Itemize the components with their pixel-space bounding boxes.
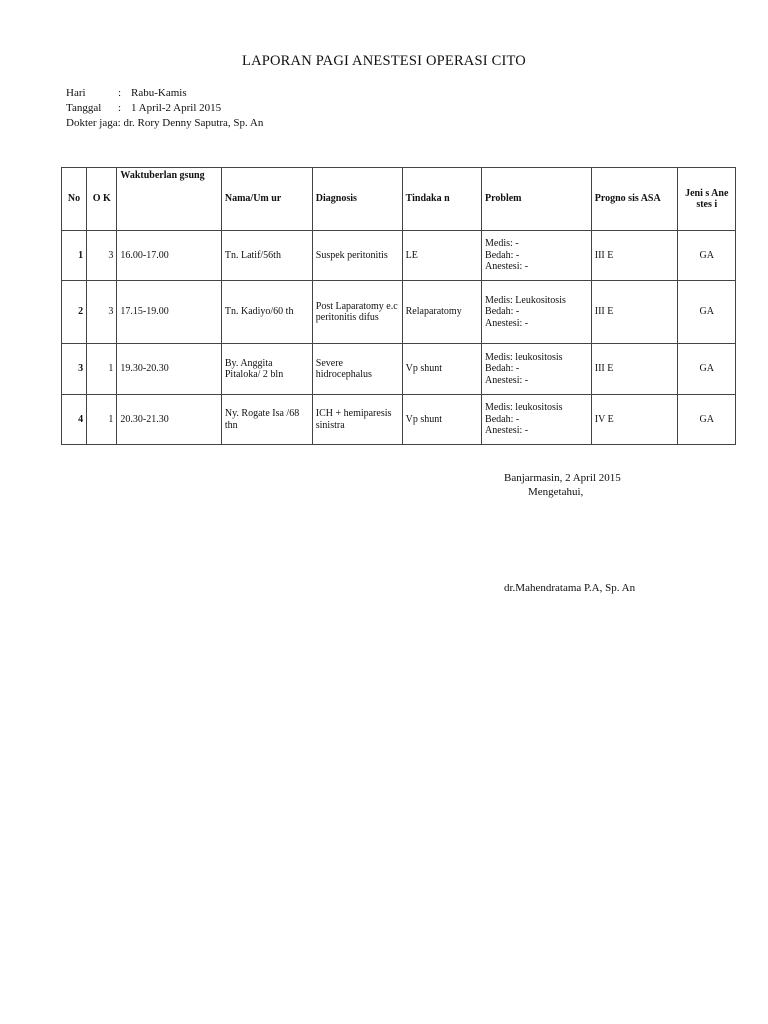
cell-no: 4 bbox=[62, 395, 87, 445]
acknowledged-label: Mengetahui, bbox=[528, 486, 584, 498]
header-tindakan: Tindaka n bbox=[402, 168, 481, 231]
cell-diagnosis: Post Laparatomy e.c peritonitis difus bbox=[312, 281, 402, 344]
cell-tindakan: LE bbox=[402, 231, 481, 281]
header-waktu: Waktuberlan gsung bbox=[117, 168, 221, 231]
problem-bedah: Bedah: - bbox=[485, 249, 520, 261]
cell-asa: IV E bbox=[591, 395, 678, 445]
cell-no: 2 bbox=[62, 281, 87, 344]
signer-name: dr.Mahendratama P.A, Sp. An bbox=[504, 582, 636, 594]
problem-bedah: Bedah: - bbox=[485, 363, 520, 375]
header-jenis: Jeni s Ane stes i bbox=[678, 168, 736, 231]
table-row bbox=[62, 281, 736, 344]
cell-nama: Ny. Rogate Isa /68 thn bbox=[221, 395, 312, 445]
cell-problem bbox=[482, 344, 592, 395]
cell-nama: Tn. Latif/56th bbox=[221, 231, 312, 281]
cell-waktu: 20.30-21.30 bbox=[117, 395, 221, 445]
table-row bbox=[62, 231, 736, 281]
cell-jenis: GA bbox=[678, 231, 736, 281]
cell-tindakan: Relaparatomy bbox=[402, 281, 481, 344]
info-value: dr. Rory Denny Saputra, Sp. An bbox=[123, 117, 264, 129]
cell-ok: 3 bbox=[87, 281, 117, 344]
cell-ok: 3 bbox=[87, 231, 117, 281]
cell-diagnosis: ICH + hemiparesis sinistra bbox=[312, 395, 402, 445]
cell-waktu: 16.00-17.00 bbox=[117, 231, 221, 281]
header-no: No bbox=[62, 168, 87, 231]
cell-tindakan: Vp shunt bbox=[402, 395, 481, 445]
cell-nama: By. Anggita Pitaloka/ 2 bln bbox=[221, 344, 312, 395]
cell-problem bbox=[482, 395, 592, 445]
cell-waktu: 17.15-19.00 bbox=[117, 281, 221, 344]
cell-asa: III E bbox=[591, 281, 678, 344]
cell-ok: 1 bbox=[87, 395, 117, 445]
info-separator: : bbox=[118, 102, 122, 114]
cell-tindakan: Vp shunt bbox=[402, 344, 481, 395]
problem-anestesi: Anestesi: - bbox=[485, 261, 529, 273]
cell-diagnosis: Severe hidrocephalus bbox=[312, 344, 402, 395]
cell-jenis: GA bbox=[678, 344, 736, 395]
cell-no: 1 bbox=[62, 231, 87, 281]
info-label: Dokter jaga: bbox=[66, 117, 121, 129]
table-row bbox=[62, 344, 736, 395]
problem-bedah: Bedah: - bbox=[485, 413, 520, 425]
cell-ok: 1 bbox=[87, 344, 117, 395]
header-diagnosis: Diagnosis bbox=[312, 168, 402, 231]
info-row-tanggal bbox=[66, 102, 221, 114]
problem-medis: Medis: leukositosis bbox=[485, 402, 563, 414]
cell-nama: Tn. Kadiyo/60 th bbox=[221, 281, 312, 344]
info-row-hari bbox=[66, 87, 187, 99]
header-problem: Problem bbox=[482, 168, 592, 231]
info-separator: : bbox=[118, 87, 122, 99]
cell-jenis: GA bbox=[678, 281, 736, 344]
place-date: Banjarmasin, 2 April 2015 bbox=[504, 472, 621, 484]
cell-jenis: GA bbox=[678, 395, 736, 445]
table-header-row bbox=[62, 168, 736, 231]
cell-problem bbox=[482, 231, 592, 281]
problem-anestesi: Anestesi: - bbox=[485, 317, 529, 329]
cell-diagnosis: Suspek peritonitis bbox=[312, 231, 402, 281]
document-title: LAPORAN PAGI ANESTESI OPERASI CITO bbox=[242, 53, 526, 69]
cell-no: 3 bbox=[62, 344, 87, 395]
cell-problem bbox=[482, 281, 592, 344]
problem-medis: Medis: Leukositosis bbox=[485, 294, 566, 306]
header-nama: Nama/Um ur bbox=[221, 168, 312, 231]
problem-bedah: Bedah: - bbox=[485, 306, 520, 318]
cell-asa: III E bbox=[591, 344, 678, 395]
cell-asa: III E bbox=[591, 231, 678, 281]
report-table bbox=[61, 167, 736, 445]
info-value: 1 April-2 April 2015 bbox=[131, 102, 222, 114]
info-label: Hari bbox=[66, 87, 86, 99]
cell-waktu: 19.30-20.30 bbox=[117, 344, 221, 395]
header-asa: Progno sis ASA bbox=[591, 168, 678, 231]
problem-anestesi: Anestesi: - bbox=[485, 425, 529, 437]
table-row bbox=[62, 395, 736, 445]
problem-medis: Medis: - bbox=[485, 238, 519, 250]
info-row-dokter bbox=[66, 117, 263, 129]
info-value: Rabu-Kamis bbox=[131, 87, 187, 99]
info-label: Tanggal bbox=[66, 102, 102, 114]
header-ok: O K bbox=[87, 168, 117, 231]
problem-medis: Medis: leukositosis bbox=[485, 351, 563, 363]
problem-anestesi: Anestesi: - bbox=[485, 374, 529, 386]
